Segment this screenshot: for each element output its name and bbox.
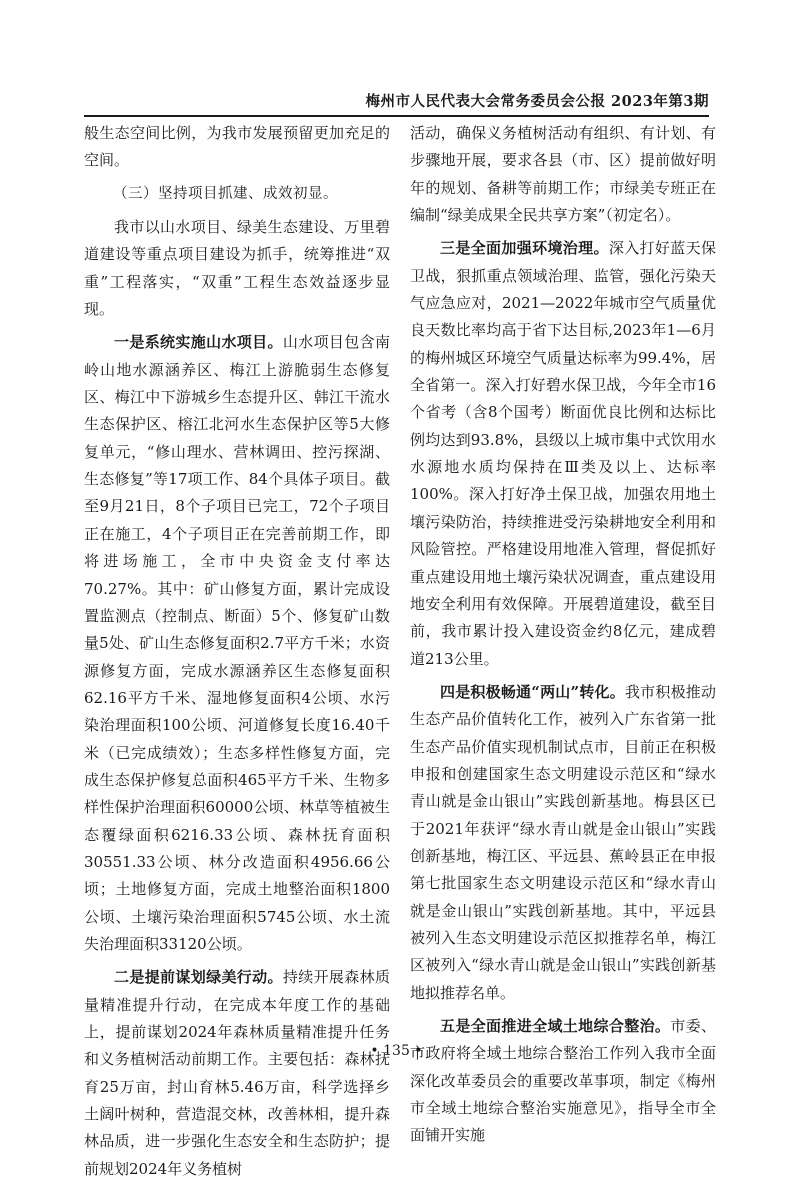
paragraph-item-5 xyxy=(410,1013,716,1150)
item-3-lead: 三是全面加强环境治理。 xyxy=(440,239,609,258)
paragraph-item-4 xyxy=(410,679,716,1007)
item-2-lead: 二是提前谋划绿美行动。 xyxy=(114,968,283,987)
paragraph-intro: 我市以山水项目、绿美生态建设、万里碧道建设等重点项目建设为抓手，统筹推进“双重”工程落实，“双重”工程生态效益逐步显现。 xyxy=(84,218,390,319)
section-subheading: （三）坚持项目抓建、成效初显。 xyxy=(113,185,338,202)
right-column xyxy=(410,120,716,1150)
item-1-lead: 一是系统实施山水项目。 xyxy=(114,333,283,352)
paragraph-item-3 xyxy=(410,235,716,673)
header-rule xyxy=(84,115,709,117)
item-4-lead: 四是积极畅通“两山”转化。 xyxy=(440,682,625,701)
item-2-body: 持续开展森林质量精准提升行动，在完成本年度工作的基础上，提前谋划2024年森林质量精准提升任务和义务植树活动前期工作。主要包括：森林抚育25万亩，封山育林5.46万亩，科学选择乡土阔叶树种，营造混交林，改善林相，提升森林品质，进一步强化生态安全和生态防护；提前规划2024年义务植树 xyxy=(84,968,390,1178)
item-1-body: 山水项目包含南岭山地水源涵养区、梅江上游脆弱生态修复区、梅江中下游城乡生态提升区、韩江干流水生态保护区、榕江北河水生态保护区等5大修复单元，“修山理水、营林调田、控污探湖、生态修复”等17项工作、84个具体子项目。截至9月21日，8个子项目已完工，72个子项目正在施工，4个子项目正在完善前期工作，即将进场施工，全市中央资金支付率达70.27%。其中：矿山修复方面，累计完成设置监测点（控制点、断面）5个、修复矿山数量5处、矿山生态修复面积2.7平方千米；水资源修复方面，完成水源涵养区生态修复面积62.16平方千米、湿地修复面积4公顷、水污染治理面积100公顷、河道修复长度16.40千米（已完成绩效）；生态多样性修复方面，完成生态保护修复总面积465平方千米、生物多样性保护治理面积60000公顷、林草等植被生态覆绿面积6216.33公顷、森林抚育面积30551.33公顷、林分改造面积4956.66公顷；土地修复方面，完成土地整治面积1800公顷、土壤污染治理面积5745公顷、水土流失治理面积33120公顷。 xyxy=(84,333,390,953)
item-3-body: 深入打好蓝天保卫战，狠抓重点领域治理、监管，强化污染天气应急应对，2021—2022年城市空气质量优良天数比率均高于省下达目标,2023年1—6月的梅州城区环境空气质量达标率为99.4%，居全省第一。深入打好碧水保卫战，今年全市16个省考（含8个国考）断面优良比例和达标比例均达到93.8%，县级以上城市集中式饮用水水源地水质均保持在Ⅲ类及以上、达标率100%。深入打好净土保卫战，加强农用地土壤污染防治，持续推进受污染耕地安全利用和风险管控。严格建设用地准入管理，督促抓好重点建设用地土壤污染状况调查，重点建设用地安全利用有效保障。开展碧道建设，截至目前，我市累计投入建设资金约8亿元，建成碧道213公里。 xyxy=(410,239,716,668)
item-5-body: 市委、市政府将全域土地综合整治工作列入我市全面深化改革委员会的重要改革事项，制定《梅州市全域土地综合整治实施意见》，指导全市全面铺开实施 xyxy=(410,1017,716,1145)
paragraph-item-2 xyxy=(84,964,390,1183)
page-number: • 135 • xyxy=(370,1043,423,1059)
item-4-body: 我市积极推动生态产品价值转化工作，被列入广东省第一批生态产品价值实现机制试点市，目前正在积极申报和创建国家生态文明建设示范区和“绿水青山就是金山银山”实践创新基地。梅县区已于2021年获评“绿水青山就是金山银山”实践创新基地，梅江区、平远县、蕉岭县正在申报第七批国家生态文明建设示范区和“绿水青山就是金山银山”实践创新基地。其中，平远县被列入生态文明建设示范区拟推荐名单，梅江区被列入“绿水青山就是金山银山”实践创新基地拟推荐名单。 xyxy=(410,682,716,1002)
paragraph-continuation: 般生态空间比例，为我市发展预留更加充足的空间。 xyxy=(84,124,390,170)
left-column xyxy=(84,120,390,1183)
item-5-lead: 五是全面推进全域土地综合整治。 xyxy=(440,1017,671,1035)
paragraph-continuation-right: 活动，确保义务植树活动有组织、有计划、有步骤地开展，要求各县（市、区）提前做好明年的规划、备耕等前期工作；市绿美专班正在编制“绿美成果全民共享方案”（初定名）。 xyxy=(410,124,716,225)
journal-header: 梅州市人民代表大会常务委员会公报 2023年第3期 xyxy=(365,93,709,110)
paragraph-item-1 xyxy=(84,329,390,958)
